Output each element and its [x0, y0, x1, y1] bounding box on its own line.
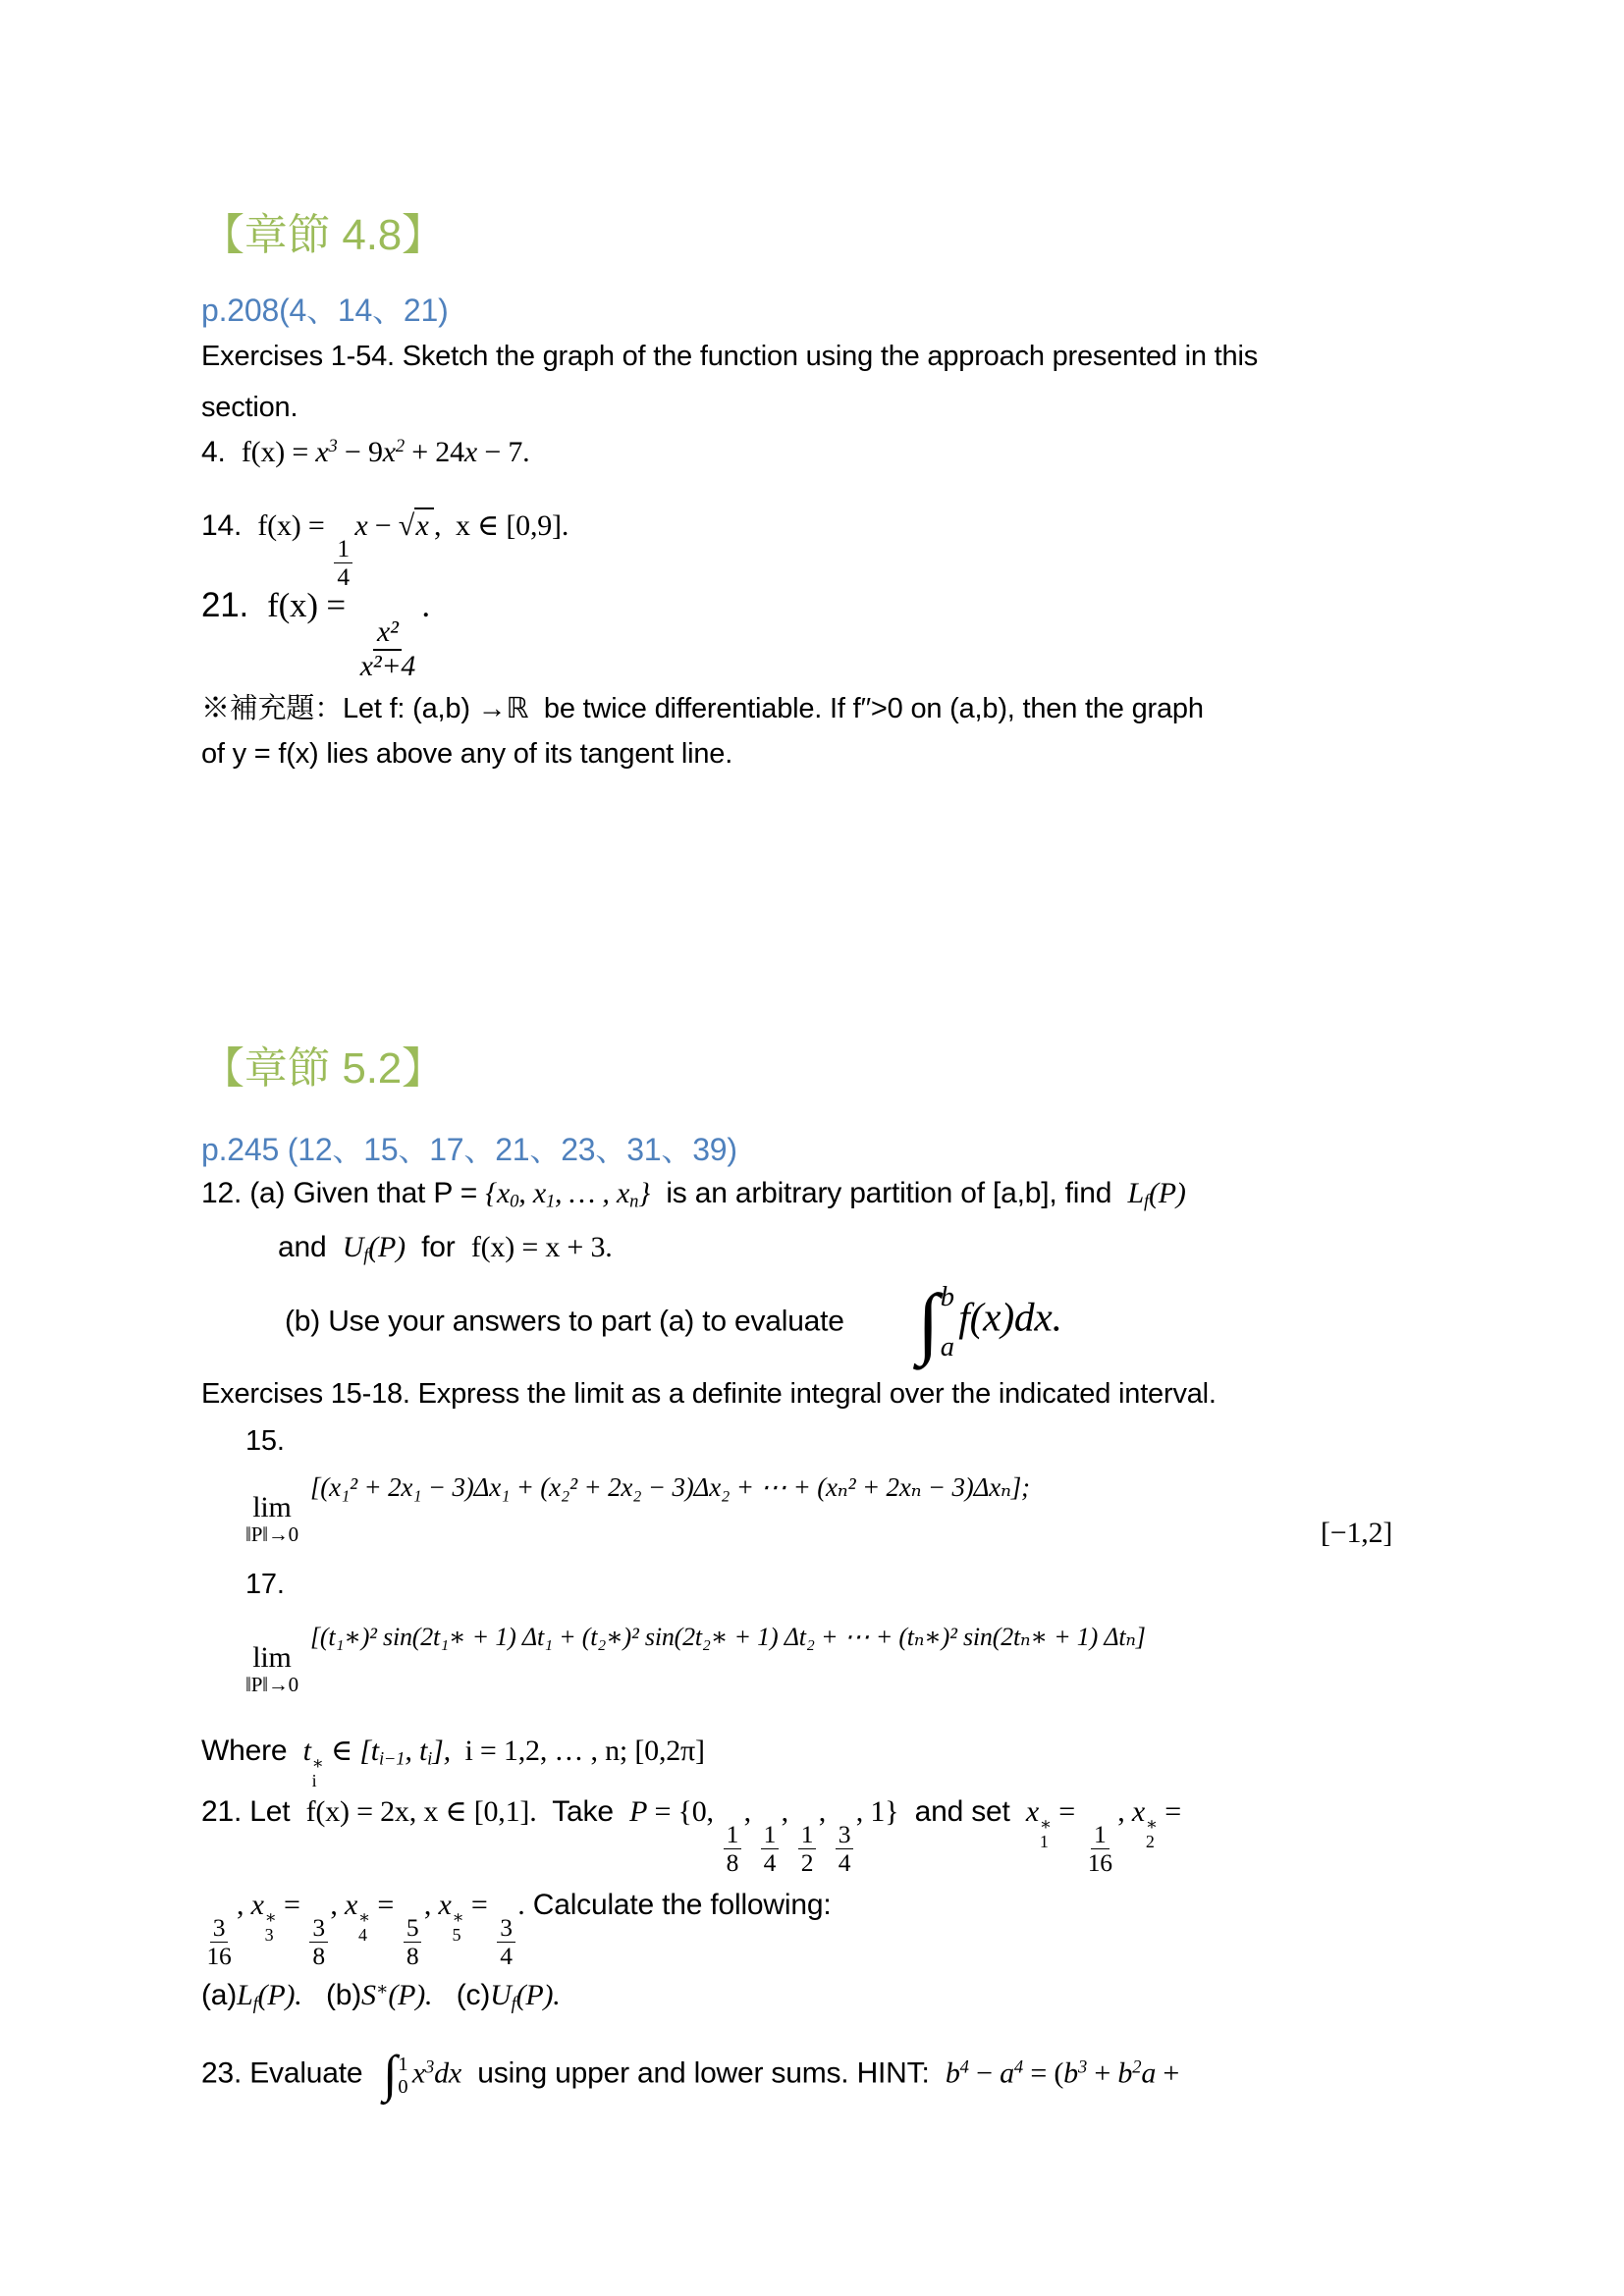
fraction-denominator: 8 — [312, 1941, 325, 1970]
integral-sign: ∫ — [917, 1277, 940, 1366]
math-roman: , x ∈ [0,9]. — [434, 509, 569, 542]
stack-subscript: 2 — [1145, 1832, 1155, 1852]
text: (a) — [201, 1979, 238, 2012]
fraction-denominator: 4 — [500, 1941, 513, 1970]
math-italic: L — [237, 1979, 253, 2012]
fraction — [724, 1821, 742, 1877]
lim-subscript: ‖P‖→0 — [245, 1673, 298, 1697]
text: (c) — [432, 1979, 491, 2012]
fraction-denominator: 16 — [206, 1941, 232, 1970]
exercises-15-18-instruction: Exercises 15-18. Express the limit as a definite integral over the indicated interval. — [201, 1378, 1217, 1410]
problem-17-where-clause — [201, 1734, 705, 1790]
math-roman: − 9 — [337, 436, 383, 469]
page-ref-5-2: p.245 (12、15、17、21、23、31、39) — [201, 1132, 737, 1167]
subscript: n — [629, 1191, 639, 1212]
math-italic: } — [638, 1177, 651, 1209]
fraction-numerator: 3 — [497, 1914, 515, 1943]
math-italic: {x — [485, 1177, 511, 1209]
square-root — [399, 507, 434, 542]
text: 12. (a) Given that P = — [201, 1177, 486, 1209]
math-italic: S — [361, 1979, 376, 2012]
math-roman: f(x) = 2x, x ∈ [0,1]. — [305, 1795, 537, 1828]
supsub-stack — [1146, 1815, 1158, 1851]
fraction-numerator: 1 — [1091, 1821, 1110, 1849]
integral-limits — [941, 1282, 954, 1363]
math-italic: x — [354, 509, 368, 542]
fraction — [1085, 1821, 1115, 1877]
section-heading-5-2: 【章節 5.2】 — [201, 1044, 445, 1093]
math-roman: , 1} — [855, 1795, 899, 1828]
fraction-numerator: 1 — [761, 1821, 780, 1849]
fraction-denominator: x²+4 — [359, 649, 416, 682]
integral-limits — [398, 2054, 408, 2099]
superscript: 4 — [959, 2056, 969, 2078]
fraction — [497, 1914, 515, 1970]
math-roman: f(x) = — [257, 509, 332, 542]
math-roman: , — [423, 1889, 439, 1921]
math-roman: , — [330, 1889, 346, 1921]
interval-annotation: [−1,2] — [1321, 1517, 1393, 1549]
fraction-numerator: 5 — [404, 1914, 422, 1943]
math-roman: , — [743, 1795, 759, 1828]
problem-14 — [201, 508, 568, 591]
math-roman: = — [1051, 1795, 1083, 1828]
problem-17-limit — [245, 1615, 1146, 1696]
limit-operator — [245, 1642, 298, 1696]
fraction-numerator: 1 — [724, 1821, 742, 1849]
math-italic: U — [342, 1231, 364, 1263]
math-italic: x — [411, 2056, 425, 2090]
fraction — [404, 1914, 422, 1970]
text: ℝ be twice differentiable. If f′′>0 on (a,b), then the graph — [506, 693, 1204, 724]
math-italic: t — [302, 1735, 311, 1767]
math-italic: x — [382, 436, 396, 469]
stack-subscript: 1 — [1039, 1832, 1049, 1852]
math-italic: b — [1063, 2056, 1078, 2090]
math-roman: , — [236, 1889, 251, 1921]
lim-word: lim — [252, 1641, 292, 1674]
math-italic: b — [1117, 2056, 1133, 2090]
math-roman: = — [370, 1889, 402, 1921]
limit-expression: [(x₁² + 2x₁ − 3)Δx₁ + (x₂² + 2x₂ − 3)Δx₂ + ⋯ + (xₙ² + 2xₙ − 3)Δxₙ]; — [309, 1472, 1030, 1502]
math-italic: L — [1127, 1177, 1144, 1209]
problem-21-line2 — [201, 1889, 831, 1970]
supsub-stack — [1040, 1815, 1052, 1851]
problem-21-sec48 — [201, 586, 430, 683]
limit-expression: [(t₁∗)² sin(2t₁∗ + 1) Δt₁ + (t₂∗)² sin(2t₂∗ + 1) Δt₂ + ⋯ + (tₙ∗)² sin(2tₙ∗ + 1) Δtₙ] — [309, 1623, 1146, 1651]
math-roman: , — [781, 1795, 796, 1828]
math-roman: f(x) = — [241, 436, 316, 469]
math-italic: (P) — [1148, 1177, 1186, 1209]
limit-operator — [245, 1492, 298, 1546]
subscript: 0 — [510, 1191, 519, 1212]
text: Where — [201, 1735, 303, 1767]
text: 4. — [201, 436, 242, 469]
fraction-numerator: 3 — [836, 1821, 854, 1849]
radicand: x — [414, 507, 434, 542]
integral-upper-limit: b — [940, 1282, 954, 1312]
superscript: 2 — [1132, 2056, 1142, 2078]
fraction-numerator: 1 — [798, 1821, 817, 1849]
math-italic: dx — [434, 2056, 462, 2090]
integral — [383, 2048, 407, 2102]
problem-12a-line1 — [201, 1177, 1186, 1213]
math-italic: x — [1025, 1795, 1040, 1828]
superscript: 4 — [1013, 2056, 1024, 2078]
arrow-icon: → — [477, 693, 507, 724]
supsub-stack — [312, 1754, 324, 1790]
integral-lower-limit: 0 — [398, 2076, 408, 2099]
fraction-denominator: 8 — [726, 1847, 739, 1877]
text: (b) — [301, 1979, 362, 2012]
text: and set — [898, 1795, 1026, 1828]
stack-superscript: ∗ — [1145, 1814, 1158, 1834]
superscript: 3 — [328, 436, 338, 456]
problem-15-limit — [245, 1465, 1393, 1549]
math-italic: , x — [518, 1177, 546, 1209]
text: 21. Let — [201, 1795, 306, 1828]
fraction — [356, 616, 418, 682]
problem-15-number: 15. — [245, 1425, 285, 1457]
fraction — [761, 1821, 780, 1877]
stack-superscript: ∗ — [358, 1907, 371, 1927]
math-italic: , t — [405, 1735, 428, 1767]
stack-superscript: ∗ — [264, 1907, 277, 1927]
math-italic: x — [463, 436, 478, 469]
fraction-denominator: 4 — [337, 561, 350, 591]
stack-subscript: 4 — [358, 1925, 367, 1946]
fraction-denominator: 4 — [838, 1847, 851, 1877]
math-italic: x — [345, 1889, 358, 1921]
fraction-denominator: 8 — [406, 1941, 419, 1970]
math-italic: (P). — [388, 1979, 433, 2012]
fraction-numerator: 3 — [309, 1914, 328, 1943]
problem-21-line1 — [201, 1794, 1181, 1877]
supsub-stack — [358, 1908, 370, 1945]
math-italic: x — [250, 1889, 264, 1921]
exercises-1-54-instruction-line1: Exercises 1-54. Sketch the graph of the function using the approach presented in this — [201, 341, 1259, 372]
math-italic: U — [490, 1979, 512, 2012]
math-roman: . — [517, 1889, 525, 1921]
math-roman: − — [367, 509, 399, 542]
superscript: ∗ — [375, 1979, 389, 2000]
math-roman: = — [463, 1889, 495, 1921]
text: is an arbitrary partition of [a,b], find — [650, 1177, 1128, 1209]
math-italic: [t — [359, 1735, 379, 1767]
subscript: f — [511, 1993, 516, 2014]
fraction-numerator: 1 — [334, 535, 352, 563]
math-italic: x — [1131, 1795, 1146, 1828]
problem-4 — [201, 436, 529, 469]
math-roman: . — [421, 586, 430, 624]
problem-21-parts — [201, 1979, 561, 2015]
fraction-denominator: 2 — [800, 1847, 814, 1877]
math-italic: b — [945, 2056, 960, 2090]
math-roman: − 7. — [477, 436, 530, 469]
math-roman: f(x) = — [267, 586, 354, 624]
problem-12a-line2 — [278, 1231, 613, 1267]
stack-superscript: ∗ — [311, 1753, 324, 1773]
problem-23 — [201, 2048, 1179, 2102]
subscript: i — [427, 1748, 433, 1770]
superscript: 3 — [1077, 2056, 1088, 2078]
math-italic: ], — [432, 1735, 451, 1767]
page-ref-4-8: p.208(4、14、21) — [201, 293, 449, 328]
math-italic: a — [1000, 2056, 1014, 2090]
fraction — [309, 1914, 328, 1970]
text: 14. — [201, 509, 258, 542]
text: and — [278, 1231, 343, 1263]
fraction-denominator: 16 — [1087, 1847, 1112, 1877]
stack-subscript: 5 — [452, 1925, 461, 1946]
problem-12b — [285, 1277, 1062, 1366]
text: ※補充題：Let f: (a,b) — [201, 693, 478, 724]
fraction — [836, 1821, 854, 1877]
text: (b) Use your answers to part (a) to evaluate — [285, 1305, 844, 1338]
stack-subscript: 3 — [264, 1925, 274, 1946]
fraction-numerator: x² — [373, 616, 402, 651]
math-roman: , — [818, 1795, 834, 1828]
fraction — [203, 1914, 234, 1970]
integral — [917, 1277, 954, 1366]
math-italic: x — [438, 1889, 452, 1921]
math-italic: (P) — [368, 1231, 406, 1263]
math-italic: a — [1141, 2056, 1157, 2090]
supsub-stack — [265, 1908, 277, 1945]
math-roman: + 24 — [404, 436, 464, 469]
math-roman: = {0, — [647, 1795, 722, 1828]
superscript: 2 — [395, 436, 405, 456]
math-roman: i = 1,2, … , n; [0,2π] — [450, 1735, 705, 1767]
fraction-numerator: 3 — [210, 1914, 229, 1943]
math-italic: P — [629, 1795, 648, 1828]
math-roman: = — [276, 1889, 307, 1921]
subscript: 1 — [545, 1191, 556, 1212]
lim-word: lim — [252, 1491, 292, 1523]
integral-upper-limit: 1 — [398, 2054, 408, 2076]
lim-subscript: ‖P‖→0 — [245, 1522, 298, 1547]
math-italic: (P). — [257, 1979, 302, 2012]
subscript: f — [252, 1993, 258, 2014]
subscript: i−1 — [378, 1748, 406, 1770]
section-heading-4-8: 【章節 4.8】 — [201, 211, 445, 259]
subscript: f — [1144, 1191, 1149, 1212]
fraction-denominator: 4 — [763, 1847, 777, 1877]
math-roman: + — [1156, 2056, 1180, 2090]
math-roman: , — [1117, 1795, 1132, 1828]
math-italic: x — [315, 436, 329, 469]
math-roman: + — [1087, 2056, 1118, 2090]
text: Calculate the following: — [524, 1889, 832, 1921]
supsub-stack — [452, 1908, 463, 1945]
stack-superscript: ∗ — [452, 1907, 464, 1927]
text: using upper and lower sums. HINT: — [461, 2056, 946, 2090]
subscript: f — [363, 1245, 369, 1266]
stack-superscript: ∗ — [1039, 1814, 1052, 1834]
radical-sign: √ — [398, 509, 415, 542]
math-roman: = ( — [1023, 2056, 1064, 2090]
text: 21. — [201, 586, 268, 624]
fraction — [334, 535, 352, 591]
text: Take — [536, 1795, 630, 1828]
text: for — [405, 1231, 471, 1263]
text: 23. Evaluate — [201, 2056, 379, 2090]
superscript: 3 — [425, 2056, 435, 2078]
math-roman: = — [1157, 1795, 1181, 1828]
supplement-note-line2: of y = f(x) lies above any of its tangent line. — [201, 738, 733, 770]
integral-lower-limit: a — [940, 1331, 954, 1362]
fraction — [798, 1821, 817, 1877]
problem-17-number: 17. — [245, 1569, 285, 1600]
math-italic: (P). — [515, 1979, 561, 2012]
math-roman: ∈ — [323, 1735, 360, 1767]
math-roman: − — [968, 2056, 1001, 2090]
stack-subscript: i — [311, 1771, 317, 1791]
math-italic-large: f(x)dx. — [958, 1294, 1062, 1340]
supplement-note-line1 — [201, 686, 1204, 726]
math-roman: f(x) = x + 3. — [470, 1231, 613, 1263]
exercises-1-54-instruction-line2: section. — [201, 392, 298, 423]
math-italic: , … , x — [555, 1177, 630, 1209]
integral-sign: ∫ — [383, 2046, 398, 2103]
